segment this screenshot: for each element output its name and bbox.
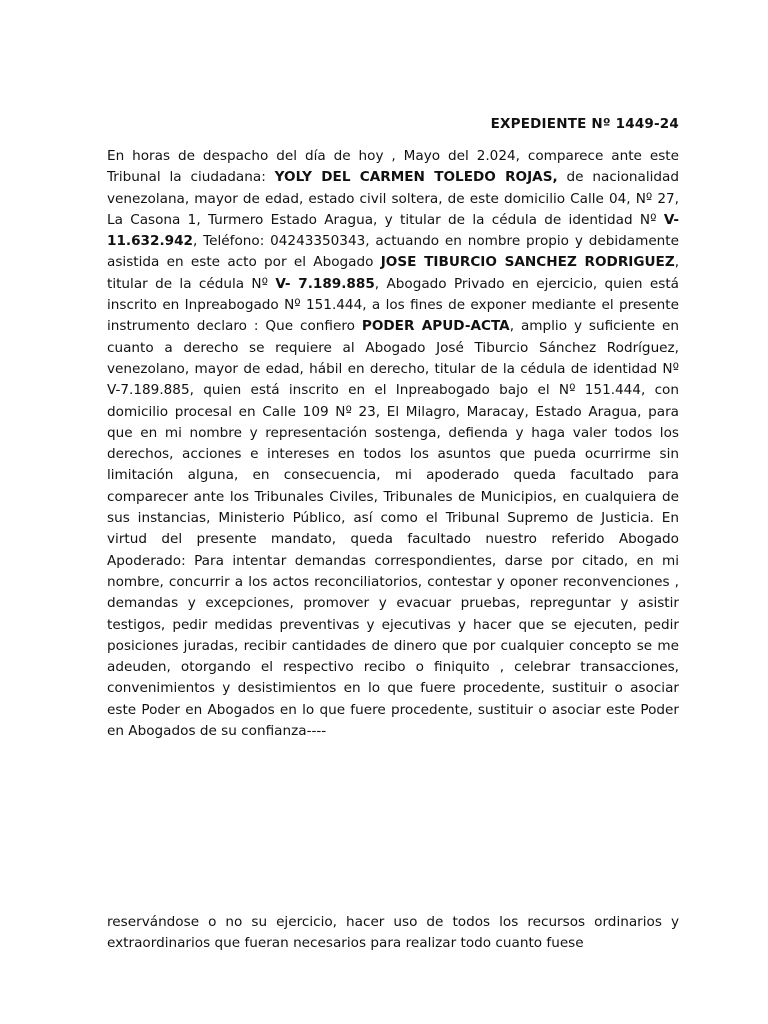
text-segment: , Teléfono: 04243350343, actuando en nombre propio y debidamente asistida en este acto por el Abogado xyxy=(107,233,679,271)
attorney-name: JOSE TIBURCIO SANCHEZ RODRIGUEZ xyxy=(380,254,675,271)
power-type: PODER APUD-ACTA xyxy=(361,318,510,335)
case-file-heading: EXPEDIENTE Nº 1449-24 xyxy=(490,116,679,132)
power-of-attorney-paragraph xyxy=(107,146,679,742)
text-segment: de nacionalidad venezolana, mayor de edad, estado civil soltera, de este domicilio Calle 04, Nº 27, La Casona 1, Turmero Estado Aragua, y titular de la cédula de identidad Nº xyxy=(107,169,679,228)
text-segment: , Abogado Privado en ejercicio, quien está inscrito en Inpreabogado Nº 151.444, a los fines de exponer mediante el presente instrumento declaro : Que confiero xyxy=(107,275,679,335)
continuation-paragraph: reservándose o no su ejercicio, hacer uso de todos los recursos ordinarios y extraordinarios que fueran necesarios para realizar todo cuanto fuese xyxy=(107,914,679,952)
text-segment: En horas de despacho del día de hoy , Mayo del 2.024, comparece ante este Tribunal la ciudadana: xyxy=(107,148,679,186)
grantor-id-number: V-11.632.942 xyxy=(107,211,679,250)
grantor-name: YOLY DEL CARMEN TOLEDO ROJAS, xyxy=(274,169,558,186)
text-segment: , amplio y suficiente en cuanto a derecho se requiere al Abogado José Tiburcio Sánchez Rodríguez, venezolano, mayor de edad, hábil en derecho, titular de la cédula de identidad Nº V-7.189.885, quien está inscrito en el Inpreabogado bajo el Nº 151.444, con domicilio procesal en Calle 109 Nº 23, El Milagro, Maracay, Estado Aragua, para que en mi nombre y representación sostenga, defienda y haga valer todos los derechos, acciones e intereses en todos los asuntos que pueda ocurrirme sin limitación alguna, en consecuencia, mi apoderado queda facultado para comparecer ante los Tribunales Civiles, Tribunales de Municipios, en cualquiera de sus instancias, Ministerio Público, así como el Tribunal Supremo de Justicia. En virtud del presente mandato, queda facultado nuestro referido Abogado Apoderado: Para intentar demandas correspondientes, darse por citado, en mi nombre, concurrir a los actos reconciliatorios, contestar y oponer reconvenciones , demandas y excepciones, promover y evacuar pruebas, repreguntar y asistir testigos, pedir medidas preventivas y ejecutivas y hacer que se ejecuten, pedir posiciones juradas, recibir cantidades de dinero que por cualquier concepto se me adeuden, otorgando el respectivo recibo o finiquito , celebrar transacciones, convenimientos y desistimientos en lo que fuere procedente, sustituir o asociar este Poder en Abogados en lo que fuere procedente, sustituir o asociar este Poder en Abogados de su confianza---- xyxy=(107,318,679,740)
attorney-id-number: V- 7.189.885 xyxy=(275,275,375,292)
text-segment: , titular de la cédula Nº xyxy=(107,254,680,292)
